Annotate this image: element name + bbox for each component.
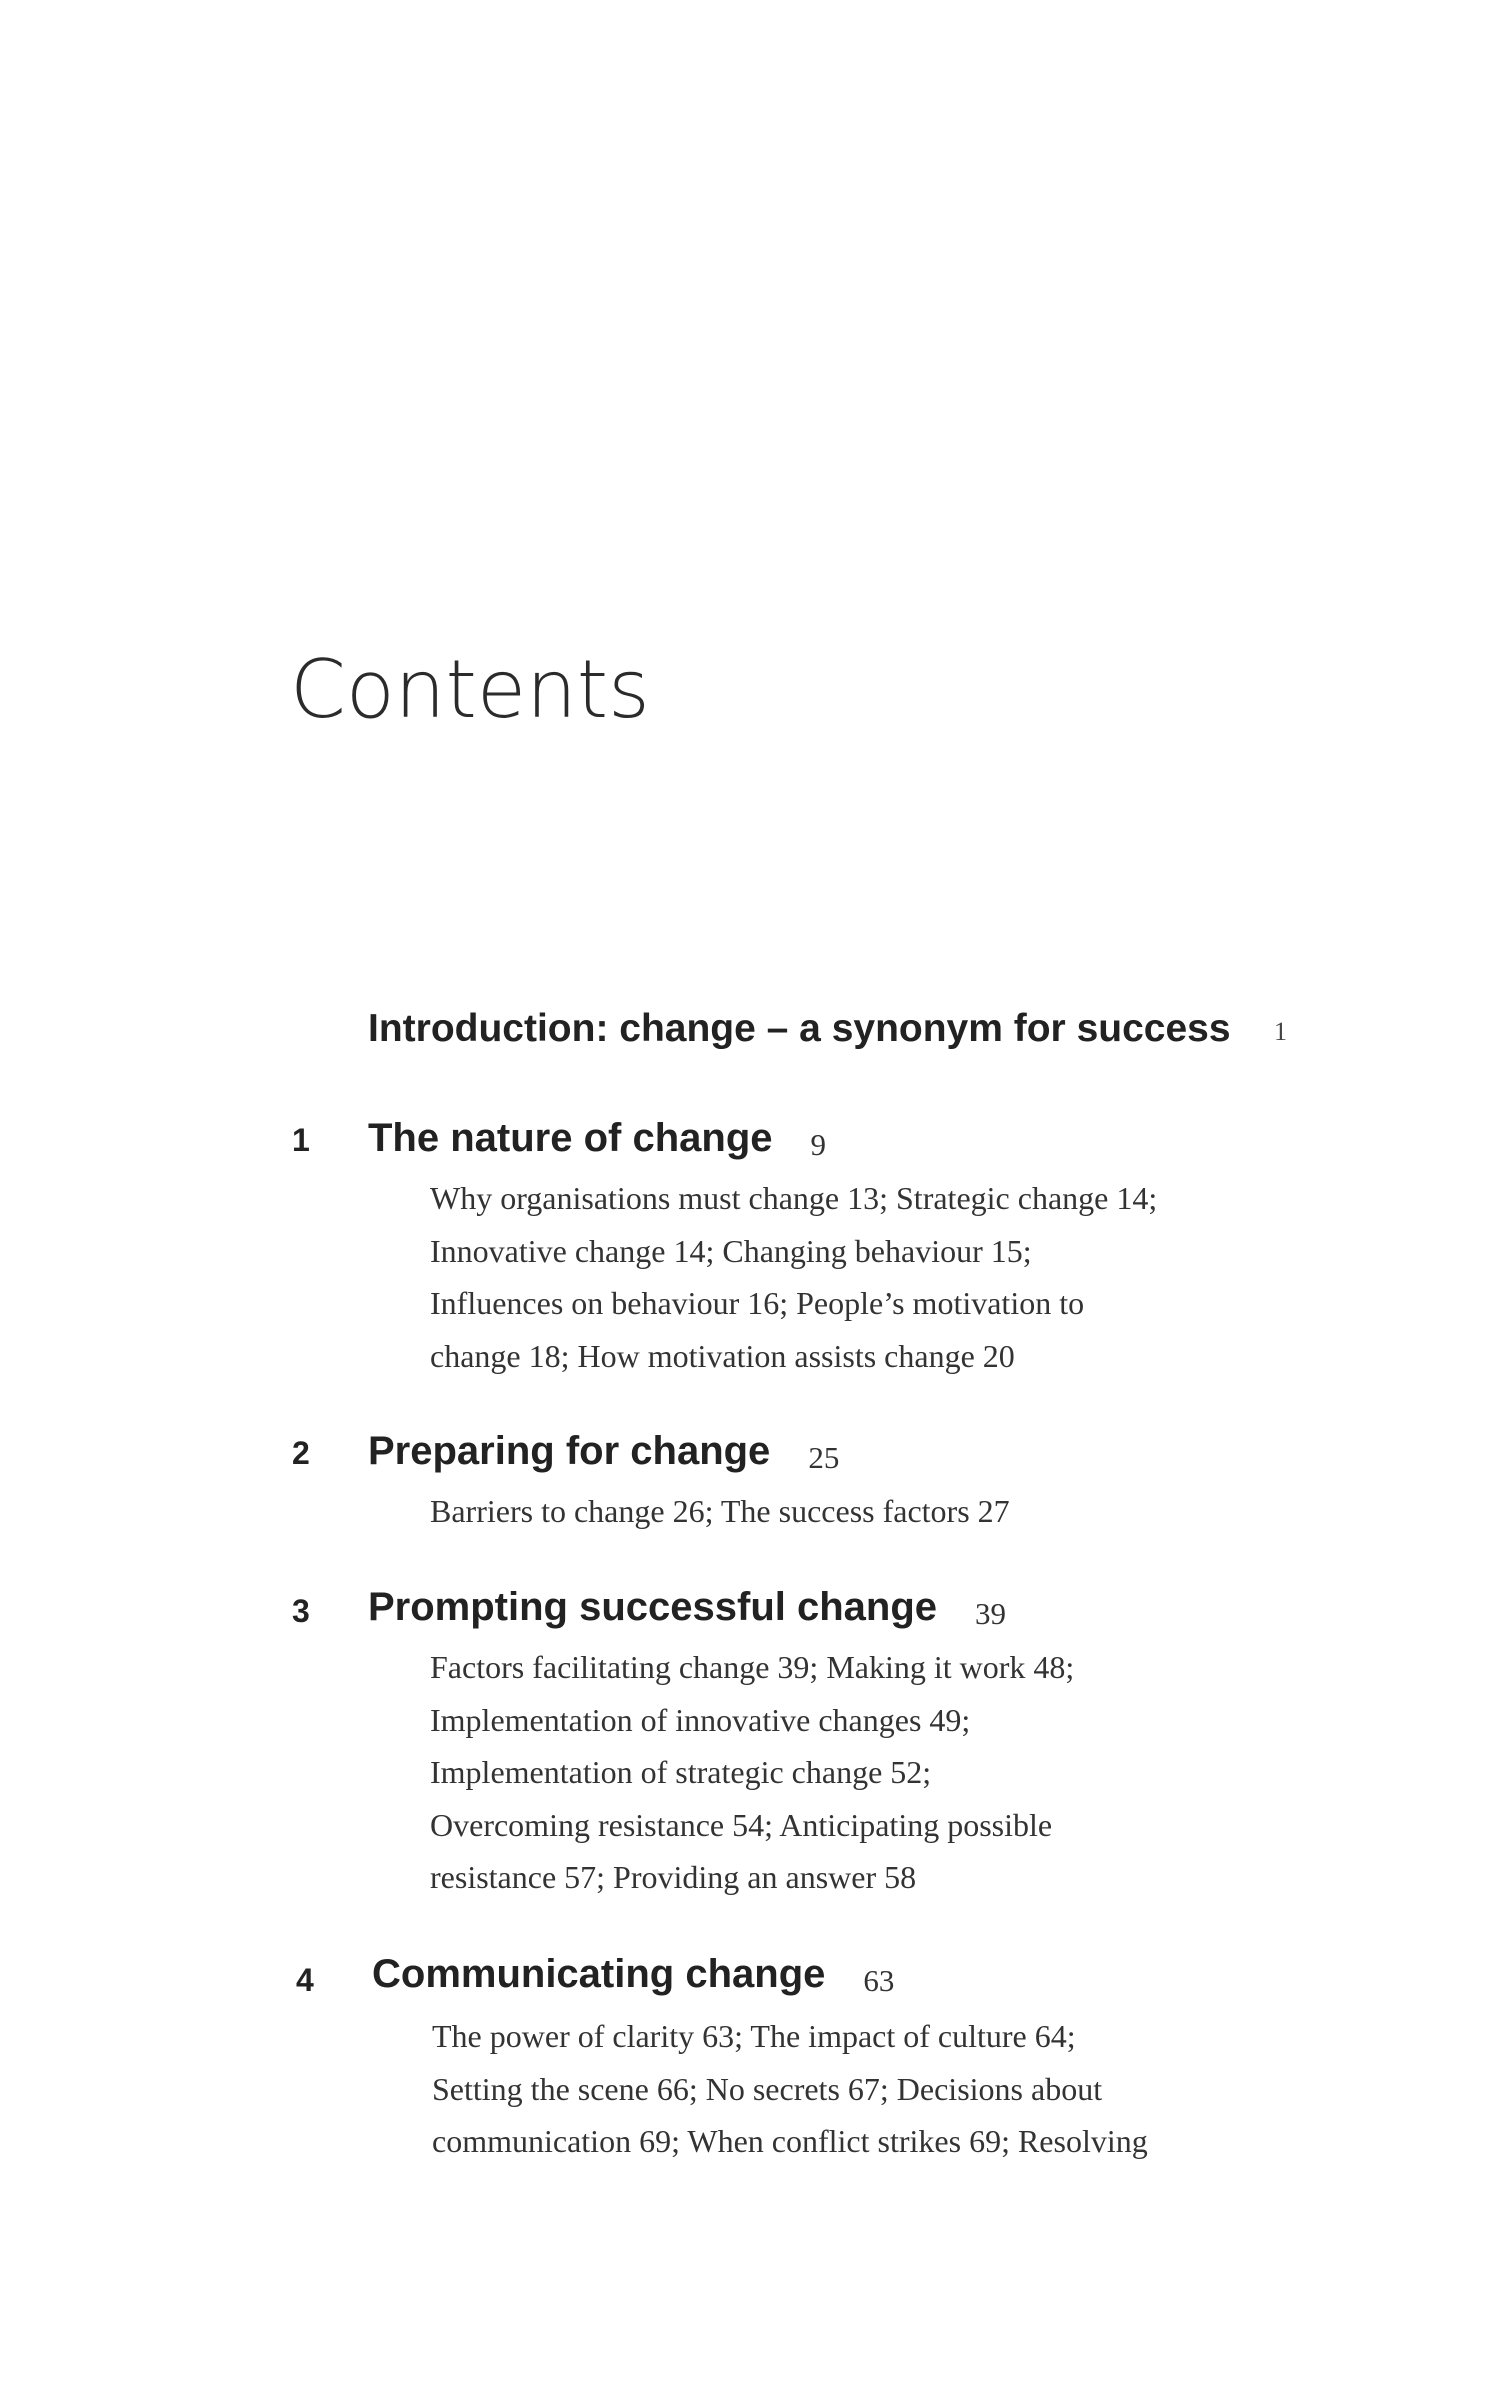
chapter-sections	[432, 2010, 1148, 2168]
chapter-sections	[430, 1172, 1157, 1382]
chapter-title	[368, 1585, 1007, 1631]
chapter-number: 3	[292, 1593, 310, 1629]
toc-introduction-entry	[368, 1009, 1328, 1048]
chapter-sections	[430, 1485, 1010, 1538]
chapter-page: 9	[810, 1127, 826, 1162]
chapter-title	[372, 1952, 895, 1998]
section-line: Overcoming resistance 54; Anticipating possible	[430, 1806, 1053, 1843]
section-line: resistance 57; Providing an answer 58	[430, 1859, 917, 1895]
section-line: Innovative change 14; Changing behaviour 15;	[430, 1232, 1032, 1269]
chapter-title-text: Preparing for change	[368, 1429, 771, 1473]
chapter-title	[368, 1116, 826, 1162]
chapter-title-text: The nature of change	[368, 1116, 773, 1160]
section-line: The power of clarity 63; The impact of culture 64;	[432, 2018, 1076, 2054]
chapter-page: 39	[975, 1596, 1007, 1631]
chapter-title-text: Communicating change	[372, 1952, 826, 1996]
toc-introduction-title: Introduction: change – a synonym for success	[368, 1007, 1231, 1050]
section-line: Implementation of innovative changes 49;	[430, 1701, 971, 1738]
chapter-number: 4	[296, 1962, 314, 1998]
chapter-title	[368, 1429, 840, 1475]
chapter-sections	[430, 1641, 1074, 1904]
chapter-number: 2	[292, 1435, 310, 1471]
chapter-number: 1	[292, 1122, 310, 1158]
chapter-page: 25	[808, 1440, 840, 1475]
section-line: communication 69; When conflict strikes 69; Resolving	[432, 2123, 1148, 2159]
chapter-title-text: Prompting successful change	[368, 1585, 938, 1629]
section-line: Implementation of strategic change 52;	[430, 1754, 932, 1790]
section-line: change 18; How motivation assists change 20	[430, 1337, 1015, 1374]
section-line: Why organisations must change 13; Strategic change 14;	[430, 1180, 1158, 1216]
section-line: Barriers to change 26; The success factors 27	[430, 1493, 1010, 1529]
section-line: Setting the scene 66; No secrets 67; Decisions about	[432, 2070, 1103, 2107]
page-title: Contents	[290, 643, 650, 736]
section-line: Influences on behaviour 16; People’s motivation to	[430, 1285, 1085, 1321]
chapter-page: 63	[863, 1963, 895, 1998]
toc-introduction-page: 1	[1274, 1017, 1287, 1046]
section-line: Factors facilitating change 39; Making it work 48;	[430, 1649, 1075, 1685]
